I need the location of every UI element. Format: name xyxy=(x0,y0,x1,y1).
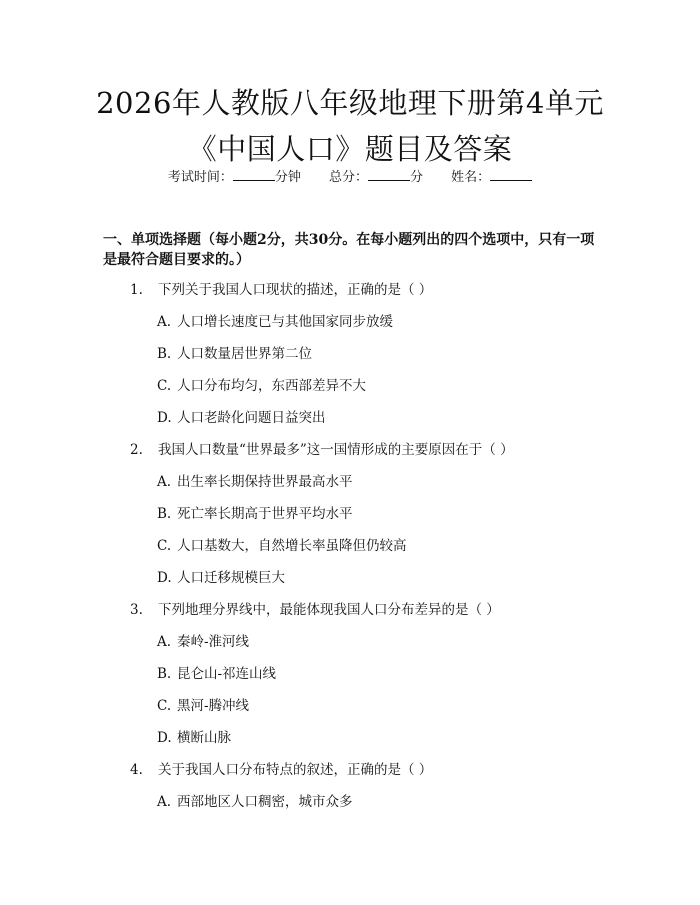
option-letter: D. xyxy=(157,730,172,746)
option-letter: B. xyxy=(157,666,172,682)
option-letter: A. xyxy=(157,794,172,810)
question-3-option-b[interactable] xyxy=(157,664,276,684)
option-letter: D. xyxy=(157,410,172,426)
option-text: 横断山脉 xyxy=(177,730,231,746)
question-1-option-a[interactable] xyxy=(157,312,393,332)
option-letter: A. xyxy=(157,474,172,490)
option-text: 秦岭-淮河线 xyxy=(177,634,250,650)
option-text: 人口分布均匀，东西部差异不大 xyxy=(177,378,366,394)
option-text: 人口数量居世界第二位 xyxy=(177,346,312,362)
total-score-blank[interactable] xyxy=(368,169,410,181)
option-text: 昆仑山-祁连山线 xyxy=(177,666,277,682)
name-label: 姓名： xyxy=(451,170,491,185)
question-1-option-c[interactable] xyxy=(157,376,366,396)
option-letter: B. xyxy=(157,346,172,362)
question-1-option-d[interactable] xyxy=(157,408,326,428)
option-letter: C. xyxy=(157,378,172,394)
question-4 xyxy=(130,760,432,780)
question-text: 下列地理分界线中，最能体现我国人口分布差异的是（ ） xyxy=(158,602,500,618)
option-letter: C. xyxy=(157,538,172,554)
question-text: 我国人口数量“世界最多”这一国情形成的主要原因在于（ ） xyxy=(158,442,514,458)
option-text: 人口基数大，自然增长率虽降但仍较高 xyxy=(177,538,407,554)
exam-time-blank[interactable] xyxy=(233,169,275,181)
question-1-option-b[interactable] xyxy=(157,344,312,364)
total-score-unit: 分 xyxy=(410,170,424,185)
exam-time-unit: 分钟 xyxy=(274,170,301,185)
question-3 xyxy=(130,600,500,620)
question-2-option-c[interactable] xyxy=(157,536,407,556)
document-title: 2026年人教版八年级地理下册第4单元《中国人口》题目及答案 xyxy=(96,86,604,166)
question-2-option-d[interactable] xyxy=(157,568,285,588)
question-2 xyxy=(130,440,514,460)
question-4-option-a[interactable] xyxy=(157,792,353,812)
option-text: 出生率长期保持世界最高水平 xyxy=(177,474,353,490)
option-text: 人口增长速度已与其他国家同步放缓 xyxy=(177,314,393,330)
exam-time-field xyxy=(168,170,305,185)
question-number: 2. xyxy=(130,442,143,458)
question-1 xyxy=(130,280,432,300)
section-heading: 一、单项选择题（每小题2分，共30分。在每小题列出的四个选项中，只有一项是最符合题目要求的。） xyxy=(103,232,595,268)
question-2-option-a[interactable] xyxy=(157,472,353,492)
option-text: 死亡率长期高于世界平均水平 xyxy=(177,506,353,522)
question-number: 4. xyxy=(130,762,143,778)
question-text: 下列关于我国人口现状的描述，正确的是（ ） xyxy=(158,282,433,298)
question-number: 1. xyxy=(130,282,143,298)
question-2-option-b[interactable] xyxy=(157,504,353,524)
exam-time-label: 考试时间： xyxy=(167,170,233,185)
option-text: 人口迁移规模巨大 xyxy=(177,570,285,586)
question-3-option-c[interactable] xyxy=(157,696,249,716)
question-text: 关于我国人口分布特点的叙述，正确的是（ ） xyxy=(158,762,433,778)
exam-info-line xyxy=(0,168,700,188)
total-score-label: 总分： xyxy=(328,170,368,185)
question-number: 3. xyxy=(130,602,143,618)
name-field xyxy=(451,170,532,185)
name-blank[interactable] xyxy=(490,169,532,181)
option-text: 黑河-腾冲线 xyxy=(177,698,250,714)
option-letter: A. xyxy=(157,634,172,650)
option-letter: A. xyxy=(157,314,172,330)
question-3-option-a[interactable] xyxy=(157,632,249,652)
question-3-option-d[interactable] xyxy=(157,728,231,748)
option-letter: B. xyxy=(157,506,172,522)
option-text: 西部地区人口稠密，城市众多 xyxy=(177,794,353,810)
option-text: 人口老龄化问题日益突出 xyxy=(177,410,326,426)
option-letter: D. xyxy=(157,570,172,586)
option-letter: C. xyxy=(157,698,172,714)
total-score-field xyxy=(329,170,427,185)
